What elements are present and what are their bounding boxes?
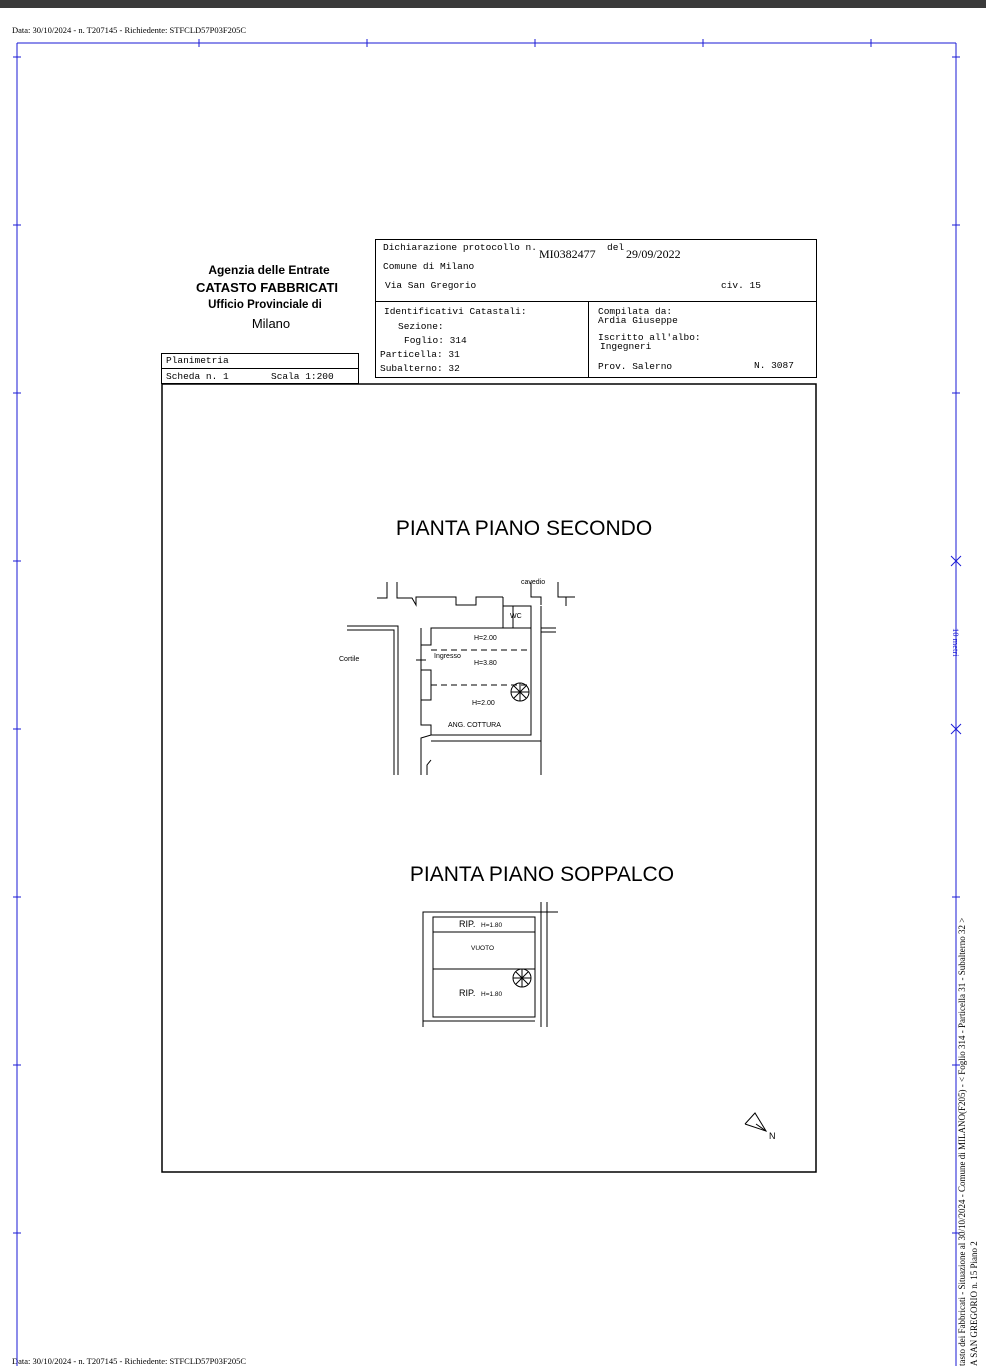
ufficio-label: Ufficio Provinciale di	[208, 299, 322, 311]
divider-v	[588, 301, 589, 378]
prov-value: Prov. Salerno	[598, 361, 673, 372]
side-info-line2: A SAN GREGORIO n. 15 Piano 2	[969, 1241, 979, 1366]
subalterno-value: Subalterno: 32	[380, 363, 460, 374]
dichiarazione-box	[375, 239, 817, 378]
ufficio-city: Milano	[251, 316, 291, 331]
agency-name: Agenzia delle Entrate	[208, 263, 330, 277]
protocol-label: Dichiarazione protocollo n.	[383, 242, 537, 253]
sezione-label: Sezione:	[398, 321, 444, 332]
comune-label: Comune di Milano	[383, 261, 475, 272]
label-wc: WC	[510, 613, 522, 620]
label-rip1-h: H=1.80	[481, 922, 503, 929]
compilata-name: Ardia Giuseppe	[598, 315, 678, 326]
del-label: del	[607, 242, 625, 253]
plan-soppalco-title: PIANTA PIANO SOPPALCO	[409, 863, 675, 886]
label-cortile: Cortile	[339, 656, 360, 663]
side-info-line1: tasto dei Fabbricati - Situazione al 30/10/2024 - Comune di MILANO(F205) - < Foglio 314 - Particella 31 - Subalterno 32 >	[957, 917, 967, 1366]
label-rip2: RIP.	[459, 988, 476, 998]
scale-bar-label: 10 metri	[951, 628, 961, 657]
label-h1: H=2.00	[474, 635, 497, 642]
catasto-title: CATASTO FABBRICATI	[195, 280, 339, 295]
address-street: Via San Gregorio	[385, 280, 477, 291]
plan-border	[162, 384, 816, 1172]
north-label: N	[769, 1131, 776, 1141]
albo-number: N. 3087	[754, 360, 794, 371]
label-cottura: ANG. COTTURA	[448, 722, 501, 729]
scala-value: Scala 1:200	[271, 371, 334, 382]
protocol-number: MI0382477	[539, 247, 596, 261]
header-stamp: Data: 30/10/2024 - n. T207145 - Richiedente: STFCLD57P03F205C	[12, 25, 247, 35]
label-rip2-h: H=1.80	[481, 991, 503, 998]
planimetria-label: Planimetria	[166, 355, 229, 366]
albo-value: Ingegneri	[600, 341, 652, 352]
plan-secondo-title: PIANTA PIANO SECONDO	[395, 517, 653, 540]
north-arrow-icon	[745, 1113, 766, 1131]
scheda-number: Scheda n. 1	[166, 371, 229, 382]
label-cavedio: cavedio	[521, 579, 546, 586]
address-civic: civ. 15	[721, 280, 761, 291]
identificativi-title: Identificativi Catastali:	[384, 306, 527, 317]
plan-secondo-drawing	[347, 582, 575, 775]
label-rip1: RIP.	[459, 919, 476, 929]
foglio-value: Foglio: 314	[404, 335, 467, 346]
protocol-date: 29/09/2022	[626, 247, 681, 261]
planimetria-box	[161, 353, 359, 369]
scheda-box	[161, 368, 359, 384]
compilata-label: Compilata da:	[598, 306, 673, 317]
footer-stamp: Data: 30/10/2024 - n. T207145 - Richiedente: STFCLD57P03F205C	[12, 1356, 247, 1366]
label-vuoto: VUOTO	[471, 945, 494, 952]
label-h2: H=3.80	[474, 660, 497, 667]
label-h3: H=2.00	[472, 700, 495, 707]
divider-h	[376, 301, 816, 302]
particella-value: Particella: 31	[380, 349, 460, 360]
albo-label: Iscritto all'albo:	[598, 332, 701, 343]
label-ingresso: Ingresso	[434, 653, 461, 660]
plan-soppalco-drawing	[423, 902, 558, 1027]
